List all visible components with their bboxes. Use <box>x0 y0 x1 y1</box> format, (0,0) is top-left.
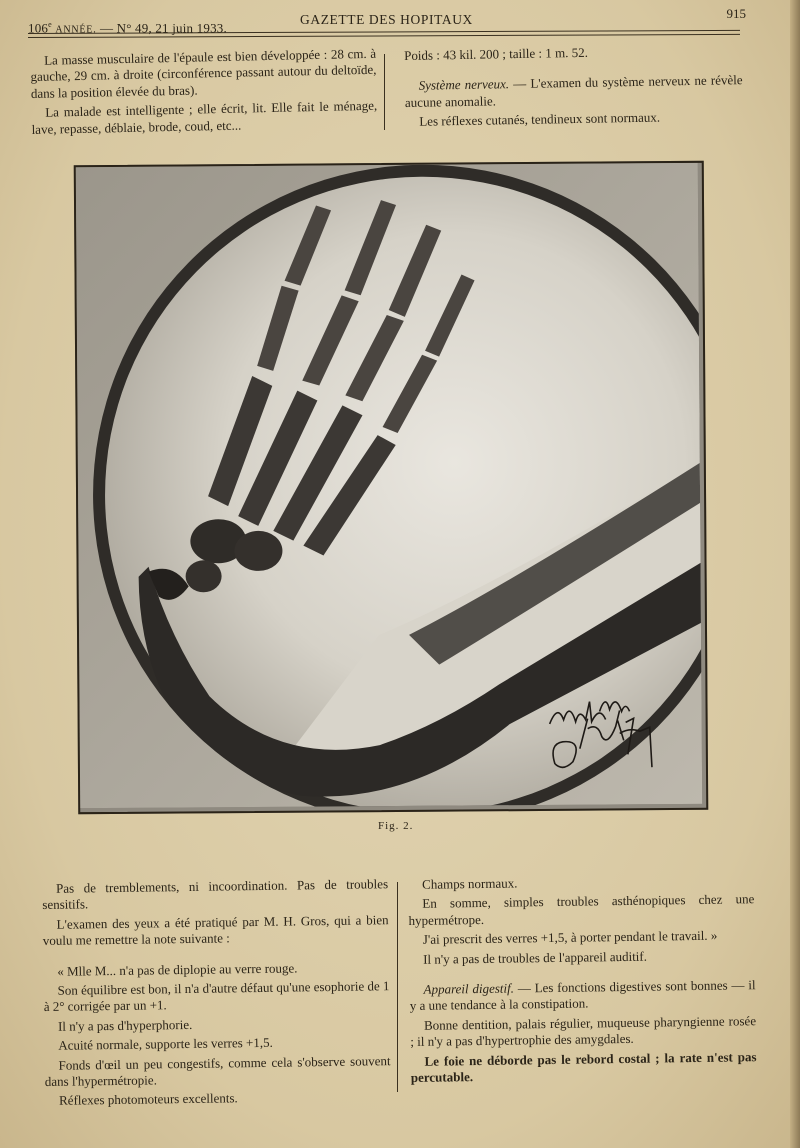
paragraph: Acuité normale, supporte les verres +1,5. <box>58 1035 273 1054</box>
column-divider <box>384 54 385 130</box>
bottom-left-column <box>42 876 391 1113</box>
paragraph: Champs normaux. <box>421 875 518 892</box>
paragraph: Pas de tremblements, ni incoordination. Pas de troubles sensitifs. <box>42 876 389 913</box>
paragraph: L'examen des yeux a été pratiqué par M. H. Gros, qui a bien voulu me remettre la note suivante : <box>42 911 389 949</box>
section-heading: Appareil digestif. <box>423 980 515 997</box>
paragraph: Bonne dentition, palais régulier, muqueuse pharyngienne rosée ; il n'y a pas d'hypertrophie des amygdales. <box>410 1012 757 1050</box>
paragraph: Le foie ne déborde pas le rebord costal ; la rate n'est pas percutable. <box>410 1048 757 1086</box>
section-heading: Système nerveux. <box>418 76 510 94</box>
paragraph: Il n'y a pas d'hyperphorie. <box>57 1016 193 1034</box>
bottom-right-column <box>408 872 757 1089</box>
issue-info: 106e ANNÉE. — N° 49, 21 juin 1933. <box>28 20 227 36</box>
paragraph: « Mlle M... n'a pas de diplopie au verre rouge. <box>57 960 298 979</box>
paragraph: Les réflexes cutanés, tendineux sont normaux. <box>419 109 661 129</box>
hand-xray-image <box>76 163 702 808</box>
paragraph: Réflexes photomoteurs excellents. <box>58 1090 238 1109</box>
paragraph: La malade est intelligente ; elle écrit, lit. Elle fait le ménage, lave, repasse, déblaie, brode, coud, etc... <box>31 97 378 137</box>
paragraph: Son équilibre est bon, il n'a d'autre défaut qu'une esophorie de 1 à 2° corrigée par un +1. <box>43 978 390 1015</box>
paragraph: Il n'y a pas de troubles de l'appareil auditif. <box>423 948 648 967</box>
figure-caption: Fig. 2. <box>378 820 414 832</box>
paragraph: J'ai prescrit des verres +1,5, à porter pendant le travail. » <box>422 927 718 948</box>
paragraph: La masse musculaire de l'épaule est bien développée : 28 cm. à gauche, 29 cm. à droite (circonférence passant autour du deltoïde, dans la position élevée du bras). <box>30 45 377 101</box>
top-left-column <box>30 46 378 141</box>
paragraph: Poids : 43 kil. 200 ; taille : 1 m. 52. <box>404 44 589 63</box>
paragraph: Appareil digestif. — Les fonctions digestives sont bonnes — il y a une tendance à la constipation. <box>409 977 756 1014</box>
page-number: 915 <box>726 6 746 21</box>
page-edge <box>790 0 800 1148</box>
journal-title: GAZETTE DES HOPITAUX <box>300 12 473 27</box>
column-divider <box>397 882 398 1092</box>
paragraph: Système nerveux. — L'examen du système nerveux ne révèle aucune anomalie. <box>404 72 743 110</box>
xray-figure <box>74 161 709 814</box>
paragraph: En somme, simples troubles asthénopiques chez une hypermétrope. <box>408 891 755 928</box>
top-right-column <box>404 42 743 134</box>
paragraph: Fonds d'œil un peu congestifs, comme cela s'observe souvent dans l'hypermétropie. <box>44 1052 391 1090</box>
